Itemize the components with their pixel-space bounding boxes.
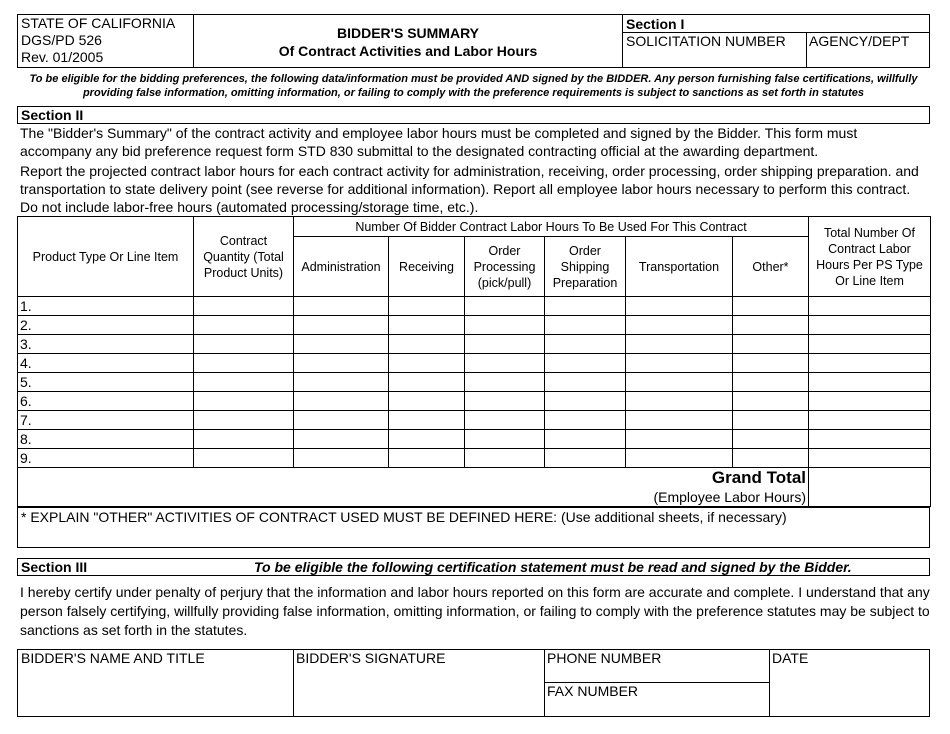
table-cell-input[interactable] [809,354,931,373]
col-header-order-processing: Order Processing (pick/pull) [465,237,545,297]
agency-dept-label: AGENCY/DEPT [809,33,910,49]
row-number[interactable]: 6. [18,392,194,411]
phone-number-label: PHONE NUMBER [547,650,662,666]
table-cell-input[interactable] [733,354,809,373]
table-cell-input[interactable] [294,392,389,411]
row-number[interactable]: 4. [18,354,194,373]
date-field[interactable] [769,649,930,717]
date-label: DATE [772,650,809,666]
table-cell-input[interactable] [626,316,733,335]
certification-statement: I hereby certify under penalty of perjury that the information and labor hours reported on this form are accurate and complete. I understand that any person falsely certifying, willfully providing false information, omitting information, or failing to comply with the preference statutes may be subject to sanctions as set forth in the statutes. [20,584,930,638]
section3-header [17,558,930,576]
form-number: DGS/PD 526 [21,32,102,48]
table-cell-input[interactable] [194,297,294,316]
revision-date: Rev. 01/2005 [21,49,104,65]
fax-number-field[interactable] [544,682,770,717]
table-cell-input[interactable] [545,411,626,430]
section3-label: Section III [21,559,88,575]
table-cell-input[interactable] [733,373,809,392]
solicitation-number-field[interactable] [623,33,807,68]
grand-total-sublabel: (Employee Labor Hours) [653,489,806,505]
table-cell-input[interactable] [733,335,809,354]
table-row [18,373,931,392]
table-cell-input[interactable] [626,392,733,411]
table-cell-input[interactable] [465,297,545,316]
solicitation-number-label: SOLICITATION NUMBER [626,33,786,49]
form-title: BIDDER'S SUMMARY [336,25,480,41]
table-cell-input[interactable] [465,335,545,354]
table-cell-input[interactable] [389,373,465,392]
table-cell-input[interactable] [194,449,294,468]
section2-para1: The "Bidder's Summary" of the contract activity and employee labor hours must be completed and signed by the Bidder. This form must accompany any bid preference request form STD 830 submittal to the designated contracting official at the awarding department. [20,125,858,159]
table-cell-input[interactable] [294,297,389,316]
table-cell-input[interactable] [626,373,733,392]
table-cell-input[interactable] [733,430,809,449]
table-row [18,430,931,449]
table-cell-input[interactable] [389,297,465,316]
explain-other-label: * EXPLAIN "OTHER" ACTIVITIES OF CONTRACT USED MUST BE DEFINED HERE: (Use additional sheets, if necessary) [21,509,787,525]
table-cell-input[interactable] [389,392,465,411]
col-header-receiving: Receiving [389,237,465,297]
bidder-name-title-field[interactable] [17,649,294,717]
table-cell-input[interactable] [294,430,389,449]
table-cell-input[interactable] [465,354,545,373]
explain-other-field[interactable] [17,507,930,548]
table-cell-input[interactable] [389,316,465,335]
table-cell-input[interactable] [545,449,626,468]
table-cell-input[interactable] [545,316,626,335]
table-cell-input[interactable] [809,411,931,430]
col-header-other: Other* [733,237,809,297]
table-cell-input[interactable] [194,373,294,392]
eligibility-notice: To be eligible for the bidding preferences, the following data/information must be provided AND signed by the BIDDER. Any person furnishing false certifications, willfully providing false information, omitting information, or failing to comply with the preference requirements is subject to sanctions as set forth in statutes [29,73,918,99]
table-cell-input[interactable] [626,449,733,468]
table-cell-input[interactable] [626,335,733,354]
table-row [18,335,931,354]
table-cell-input[interactable] [733,392,809,411]
row-number[interactable]: 8. [18,430,194,449]
table-cell-input[interactable] [389,354,465,373]
table-cell-input[interactable] [809,430,931,449]
table-row [18,392,931,411]
table-cell-input[interactable] [809,335,931,354]
grand-total-label: Grand Total [711,468,806,487]
table-cell-input[interactable] [194,392,294,411]
table-cell-input[interactable] [294,335,389,354]
row-number[interactable]: 9. [18,449,194,468]
section3-note: To be eligible the following certification statement must be read and signed by the Bidder. [254,559,852,575]
table-row [18,411,931,430]
table-cell-input[interactable] [626,411,733,430]
table-cell-input[interactable] [545,392,626,411]
labor-hours-table [17,216,931,507]
table-cell-input[interactable] [545,430,626,449]
table-row [18,354,931,373]
fax-number-label: FAX NUMBER [547,683,639,699]
row-number[interactable]: 1. [18,297,194,316]
table-cell-input[interactable] [733,449,809,468]
table-cell-input[interactable] [626,297,733,316]
table-cell-input[interactable] [809,297,931,316]
row-number[interactable]: 7. [18,411,194,430]
row-number[interactable]: 2. [18,316,194,335]
form-id-block [17,14,193,68]
phone-number-field[interactable] [544,649,770,683]
table-cell-input[interactable] [626,354,733,373]
state-label: STATE OF CALIFORNIA [21,15,176,31]
table-cell-input[interactable] [465,392,545,411]
table-cell-input[interactable] [389,335,465,354]
col-header-transportation: Transportation [626,237,733,297]
table-cell-input[interactable] [194,354,294,373]
section1-label: Section I [623,15,929,33]
table-cell-input[interactable] [194,316,294,335]
row-number[interactable]: 3. [18,335,194,354]
col-group-header: Number Of Bidder Contract Labor Hours To Be Used For This Contract [294,217,809,237]
table-cell-input[interactable] [389,411,465,430]
form-subtitle: Of Contract Activities and Labor Hours [278,43,538,59]
col-header-product: Product Type Or Line Item [18,217,194,297]
agency-dept-field[interactable] [807,33,929,68]
bidder-name-title-label: BIDDER'S NAME AND TITLE [21,650,205,666]
table-cell-input[interactable] [809,316,931,335]
table-cell-input[interactable] [465,430,545,449]
table-cell-input[interactable] [465,411,545,430]
table-cell-input[interactable] [733,411,809,430]
col-header-admin: Administration [294,237,389,297]
col-header-quantity: Contract Quantity (Total Product Units) [194,217,294,297]
table-row [18,449,931,468]
table-cell-input[interactable] [809,449,931,468]
table-cell-input[interactable] [545,354,626,373]
table-cell-input[interactable] [545,297,626,316]
table-cell-input[interactable] [294,411,389,430]
table-cell-input[interactable] [194,430,294,449]
row-number[interactable]: 5. [18,373,194,392]
table-cell-input[interactable] [733,316,809,335]
table-cell-input[interactable] [294,449,389,468]
table-cell-input[interactable] [545,335,626,354]
table-cell-input[interactable] [465,449,545,468]
table-cell-input[interactable] [294,316,389,335]
table-cell-input[interactable] [194,411,294,430]
table-cell-input[interactable] [294,373,389,392]
table-cell-input[interactable] [294,354,389,373]
table-row [18,297,931,316]
grand-total-label-cell [18,468,809,507]
col-header-order-shipping: Order Shipping Preparation [545,237,626,297]
table-cell-input[interactable] [389,449,465,468]
grand-total-input[interactable] [809,468,931,507]
table-cell-input[interactable] [809,392,931,411]
table-cell-input[interactable] [465,316,545,335]
table-cell-input[interactable] [194,335,294,354]
table-cell-input[interactable] [626,430,733,449]
section2-label: Section II [17,106,930,124]
section1-block [623,14,930,68]
table-cell-input[interactable] [809,373,931,392]
table-cell-input[interactable] [465,373,545,392]
table-cell-input[interactable] [733,297,809,316]
col-header-total: Total Number Of Contract Labor Hours Per PS Type Or Line Item [809,217,931,297]
bidder-signature-label: BIDDER'S SIGNATURE [296,650,446,666]
table-cell-input[interactable] [545,373,626,392]
bidder-signature-field[interactable] [293,649,545,717]
table-row [18,316,931,335]
form-title-block [193,14,623,68]
table-cell-input[interactable] [389,430,465,449]
section2-para2: Report the projected contract labor hours for each contract activity for administration, receiving, order processing, order shipping preparation. and transportation to state delivery point (see reverse for additional information). Report all employee labor hours necessary to perform this contract. Do not include labor-free hours (automated processing/storage time, etc.). [20,163,919,215]
